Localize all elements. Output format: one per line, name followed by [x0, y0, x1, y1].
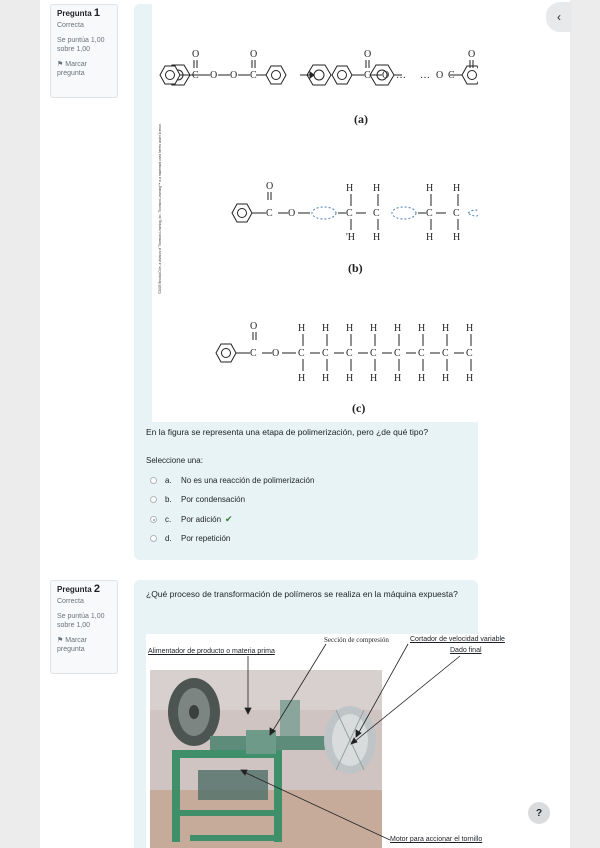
- svg-text:O: O: [250, 49, 258, 60]
- svg-text:C: C: [322, 348, 329, 359]
- svg-text:H: H: [346, 183, 354, 194]
- svg-text:O: O: [436, 70, 444, 81]
- svg-text:H: H: [466, 323, 474, 334]
- flag-icon: ⚑: [57, 637, 64, 644]
- svg-text:C: C: [192, 70, 199, 81]
- svg-text:C: C: [266, 208, 273, 219]
- question-number: Pregunta 1: [57, 7, 101, 19]
- extruder-machine-photo: [146, 634, 538, 848]
- svg-text:…: …: [420, 70, 430, 81]
- svg-text:H: H: [322, 373, 330, 384]
- polymerization-figure: [152, 4, 478, 422]
- question-mark-icon: ?: [535, 807, 543, 819]
- svg-text:H: H: [346, 373, 354, 384]
- question-number: Pregunta 2: [57, 583, 101, 595]
- question-grade: Se puntúa 1,00 sobre 1,00: [57, 613, 105, 629]
- figure-label-a: (a): [354, 112, 368, 126]
- label-leader-lines: [146, 634, 538, 848]
- svg-text:H: H: [298, 323, 306, 334]
- question-grade: Se puntúa 1,00 sobre 1,00: [57, 37, 105, 53]
- svg-text:H: H: [453, 232, 461, 243]
- question-text: En la figura se representa una etapa de polimerización, pero ¿de qué tipo?: [146, 427, 429, 437]
- answer-option-b[interactable]: b. Por condensación: [150, 495, 245, 504]
- svg-text:C: C: [346, 208, 353, 219]
- svg-text:C: C: [250, 348, 257, 359]
- question-1-info: [50, 4, 118, 98]
- svg-text:H: H: [373, 183, 381, 194]
- answer-prompt: Seleccione una:: [146, 456, 203, 465]
- radio-c[interactable]: [150, 516, 157, 523]
- help-button[interactable]: [528, 802, 550, 824]
- answer-option-d[interactable]: d. Por repetición: [150, 534, 230, 543]
- svg-text:H: H: [298, 373, 306, 384]
- correct-check-icon: ✔: [225, 514, 233, 524]
- svg-text:C: C: [364, 70, 371, 81]
- answer-option-c[interactable]: c. Por adición ✔: [150, 514, 233, 525]
- svg-text:C: C: [370, 348, 377, 359]
- figure-credit: ©2003 Brooks/Cole, a division of Thomson Learning, Inc. Thomson Learning™ is a trademark used herein under license.: [158, 123, 162, 294]
- svg-text:C: C: [373, 208, 380, 219]
- svg-text:H: H: [466, 373, 474, 384]
- svg-text:'H: 'H: [346, 232, 356, 243]
- svg-text:C: C: [466, 348, 473, 359]
- svg-text:H: H: [373, 232, 381, 243]
- question-state: Correcta: [57, 598, 84, 605]
- svg-text:H: H: [346, 323, 354, 334]
- svg-text:H: H: [394, 373, 402, 384]
- svg-text:C: C: [250, 70, 257, 81]
- chevron-left-icon: ‹: [557, 10, 561, 24]
- question-2-info: [50, 580, 118, 674]
- svg-text:C: C: [442, 348, 449, 359]
- svg-text:C: C: [298, 348, 305, 359]
- svg-text:C: C: [346, 348, 353, 359]
- figure-label-c: (c): [352, 401, 366, 415]
- radio-d[interactable]: [150, 535, 157, 542]
- label-cutter: Cortador de velocidad variable: [410, 636, 505, 643]
- flag-icon: ⚑: [57, 61, 64, 68]
- svg-text:H: H: [426, 232, 434, 243]
- svg-text:…: …: [396, 70, 406, 81]
- svg-text:O: O: [364, 49, 372, 60]
- svg-text:O: O: [468, 49, 476, 60]
- svg-text:O: O: [250, 321, 258, 332]
- label-compression: Sección de compresión: [324, 636, 389, 644]
- svg-text:O: O: [192, 49, 200, 60]
- svg-text:C: C: [418, 348, 425, 359]
- svg-text:C: C: [448, 70, 455, 81]
- flag-question-link[interactable]: ⚑ Marcar pregunta: [57, 637, 88, 653]
- answer-option-a[interactable]: a. No es una reacción de polimerización: [150, 476, 314, 485]
- svg-text:H: H: [418, 373, 426, 384]
- question-1-content: [134, 4, 478, 560]
- figure-label-b: (b): [348, 261, 363, 275]
- label-motor: Motor para accionar el tornillo: [390, 836, 483, 843]
- svg-text:H: H: [394, 323, 402, 334]
- label-die: Dado final: [450, 647, 482, 654]
- svg-text:C: C: [453, 208, 460, 219]
- drawer-toggle-button[interactable]: [546, 2, 572, 32]
- svg-text:O: O: [382, 70, 390, 81]
- question-text: ¿Qué proceso de transformación de polímeros se realiza en la máquina expuesta?: [146, 589, 458, 599]
- svg-text:O: O: [272, 348, 280, 359]
- svg-text:C: C: [394, 348, 401, 359]
- flag-question-link[interactable]: ⚑ Marcar pregunta: [57, 61, 88, 77]
- svg-text:O: O: [288, 208, 296, 219]
- svg-text:H: H: [418, 323, 426, 334]
- svg-text:H: H: [322, 323, 330, 334]
- svg-text:H: H: [426, 183, 434, 194]
- radio-b[interactable]: [150, 496, 157, 503]
- svg-text:H: H: [453, 183, 461, 194]
- svg-text:O: O: [230, 70, 238, 81]
- svg-text:H: H: [442, 373, 450, 384]
- svg-text:H: H: [442, 323, 450, 334]
- label-feeder: Alimentador de producto o materia prima: [148, 648, 275, 655]
- question-state: Correcta: [57, 22, 84, 29]
- svg-text:C: C: [426, 208, 433, 219]
- svg-text:H: H: [370, 323, 378, 334]
- svg-text:O: O: [210, 70, 218, 81]
- svg-text:H: H: [370, 373, 378, 384]
- svg-text:O: O: [266, 181, 274, 192]
- radio-a[interactable]: [150, 477, 157, 484]
